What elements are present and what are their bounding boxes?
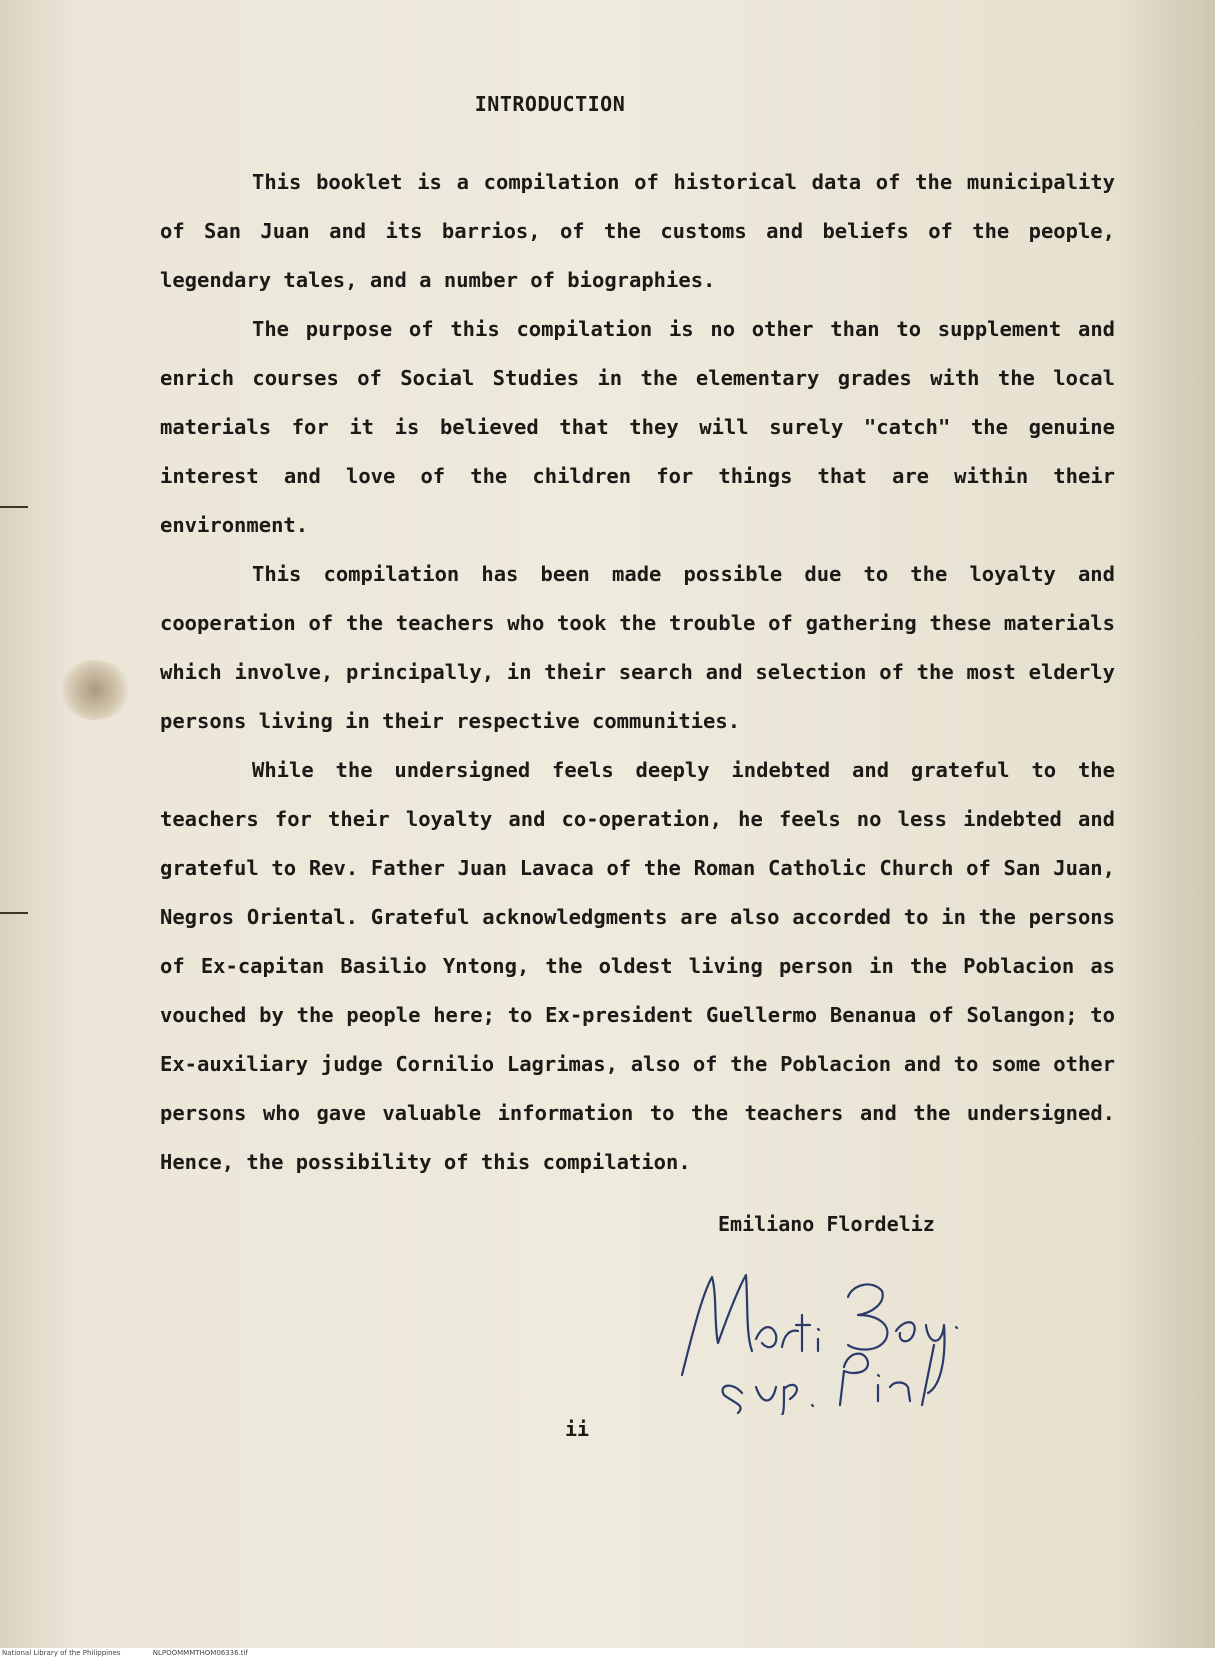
edge-mark — [0, 506, 28, 508]
footer-file-id: NLPOOMMMTHOM06336.tif — [152, 1649, 248, 1657]
page-number: ii — [565, 1417, 590, 1441]
page-title: INTRODUCTION — [474, 92, 626, 116]
scan-footer — [0, 1648, 1215, 1658]
water-stain — [60, 660, 130, 720]
paragraph: This compilation has been made possible due to the loyalty and cooperation of the teachers who took the trouble of gathering these materials which involve, principally, in their search and selection of the most elderly persons living in their respective communities. — [160, 562, 1115, 733]
handwritten-signature — [672, 1255, 1032, 1415]
paragraph: While the undersigned feels deeply indebted and grateful to the teachers for their loyalty and co-operation, he feels no less indebted and grateful to Rev. Father Juan Lavaca of the Roman Catholic Church of San Juan, Negros Oriental. Grateful acknowledgments are also accorded to in the persons of Ex-capitan Basilio Yntong, the oldest living person in the Poblacion as vouched by the people here; to Ex-president Guellermo Benanua of Solangon; to Ex-auxiliary judge Cornilio Lagrimas, also of the Poblacion and to some other persons who gave valuable information to the teachers and the undersigned. Hence, the possibility of this compilation. — [160, 758, 1115, 1174]
body-text — [160, 158, 1115, 1187]
edge-mark — [0, 912, 28, 914]
paragraph: This booklet is a compilation of historical data of the municipality of San Juan and its barrios, of the customs and beliefs of the people, legendary tales, and a number of biographies. — [160, 170, 1115, 292]
signer-name: Emiliano Flordeliz — [718, 1212, 935, 1236]
footer-library: National Library of the Philippines — [2, 1649, 121, 1657]
paragraph: The purpose of this compilation is no other than to supplement and enrich courses of Social Studies in the elementary grades with the local materials for it is believed that they will surely "catch" the genuine interest and love of the children for things that are within their environment. — [160, 317, 1115, 537]
